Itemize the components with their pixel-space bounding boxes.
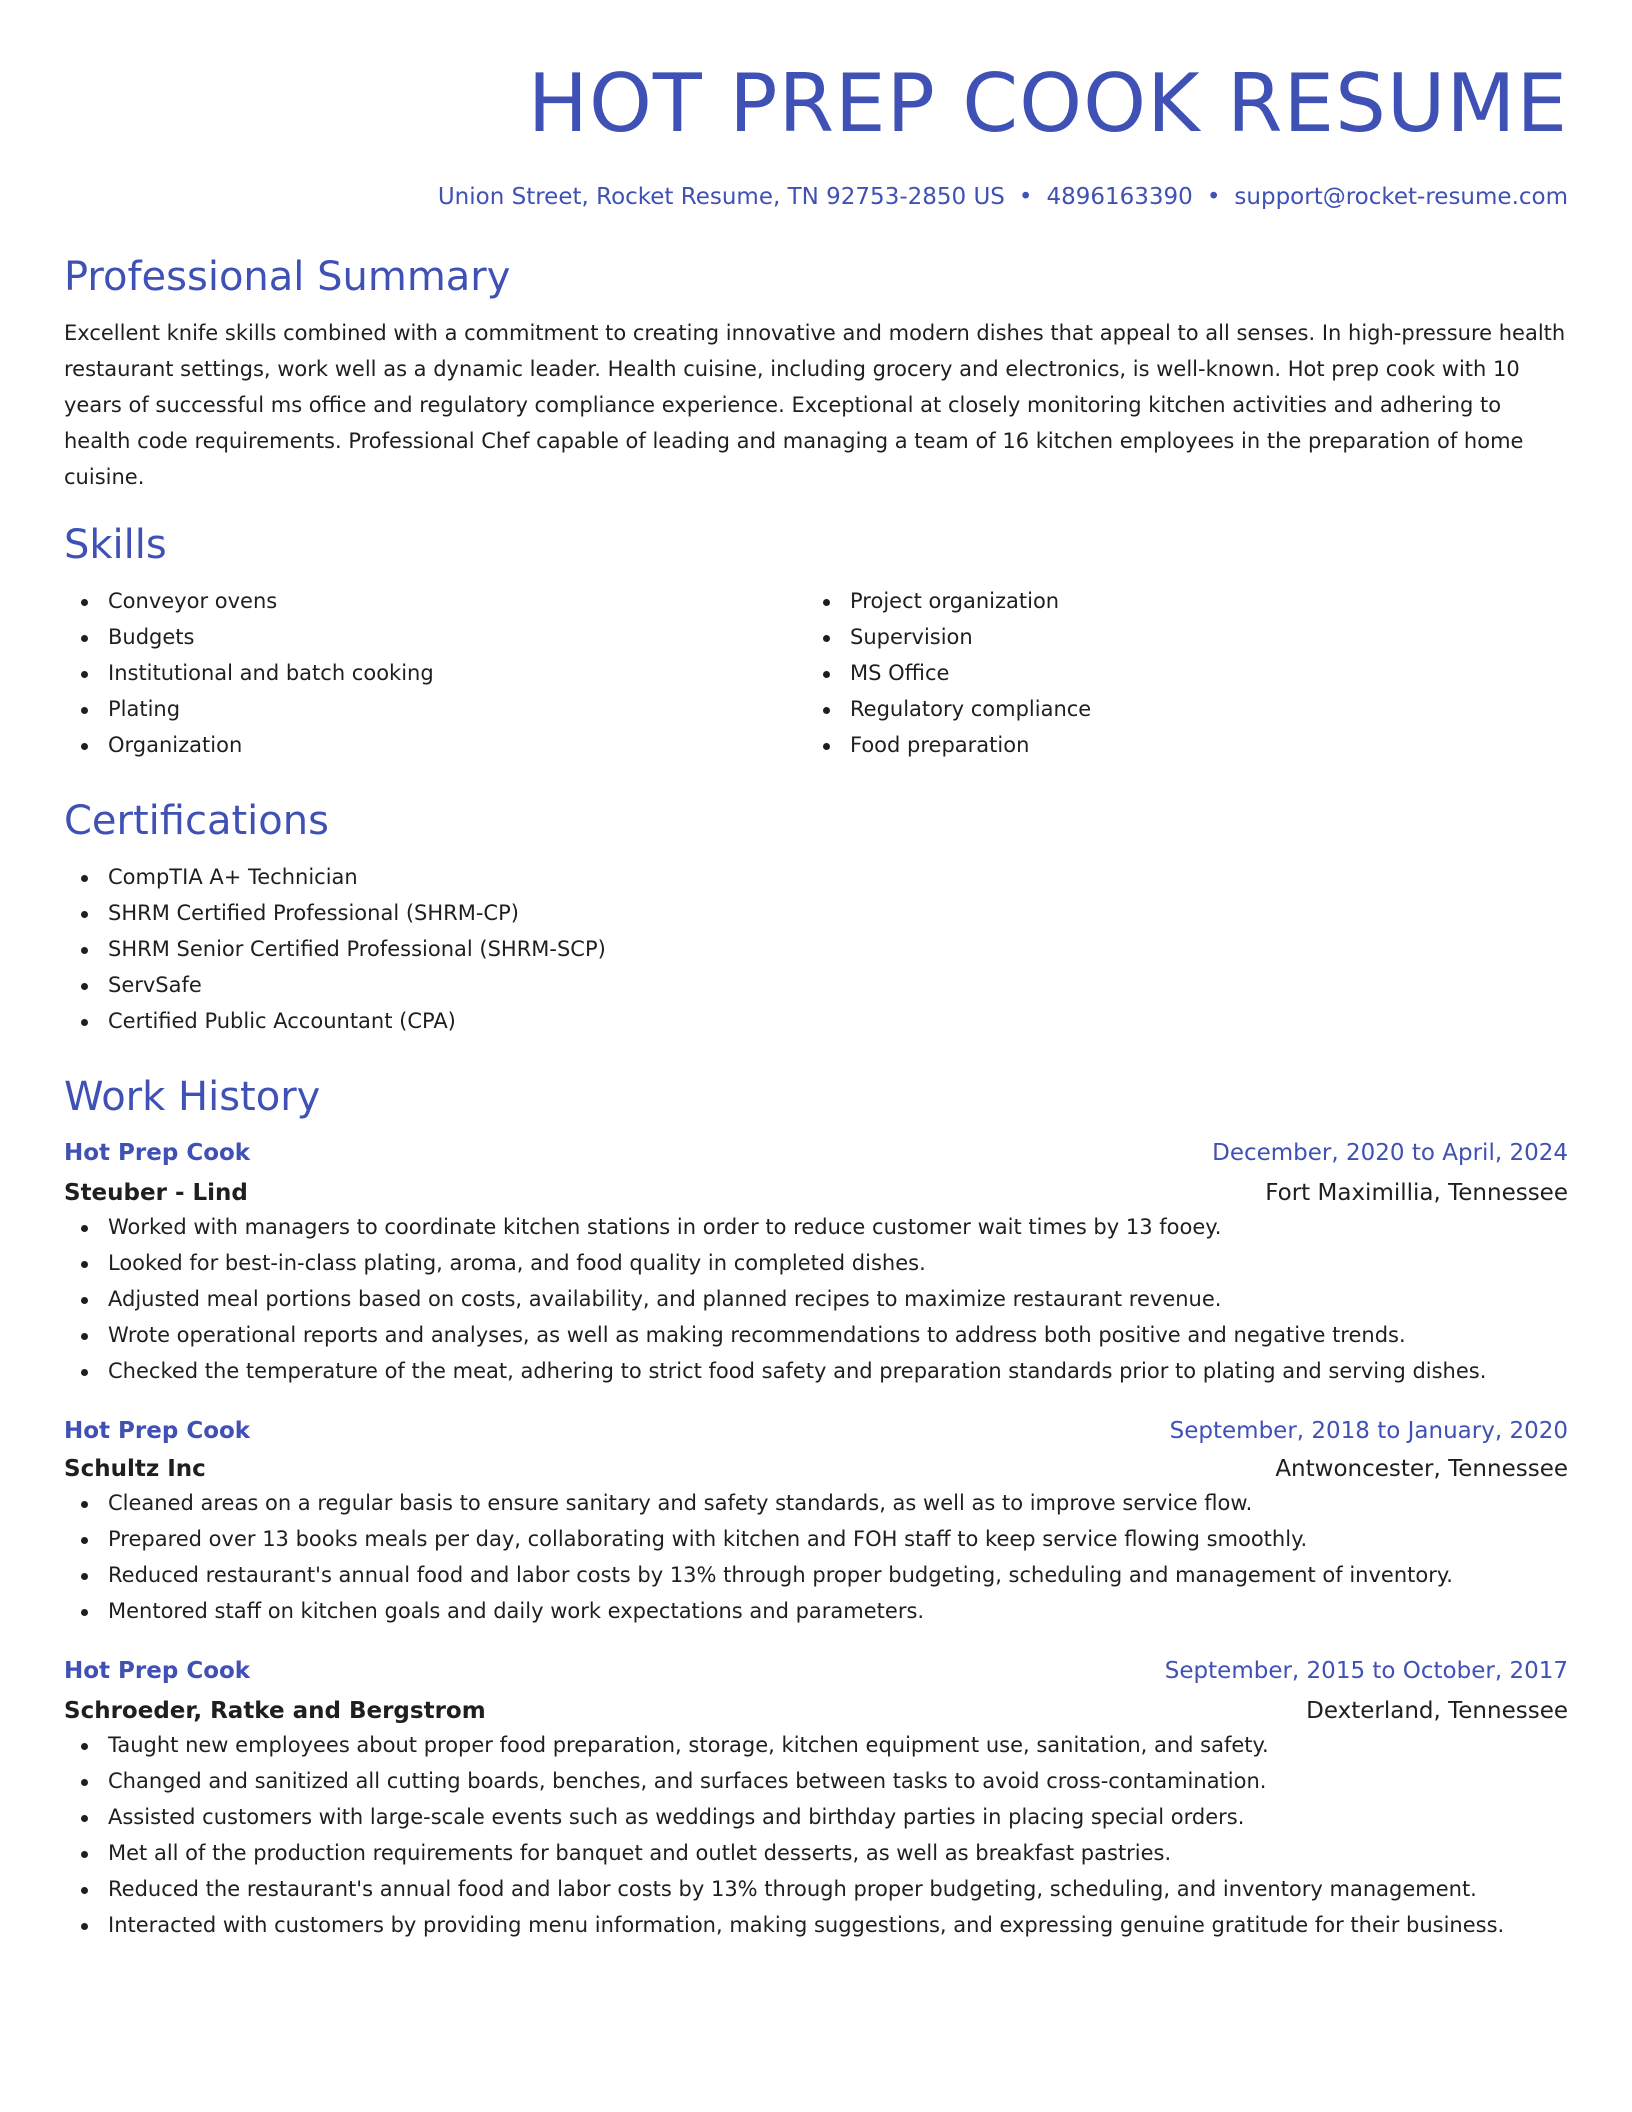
skills-heading: Skills	[64, 522, 167, 568]
job-company: Schultz Inc	[64, 1456, 206, 1482]
job-title: Hot Prep Cook	[64, 1418, 251, 1444]
certification-item: Certified Public Accountant (CPA)	[64, 1003, 1568, 1039]
job-duty: Interacted with customers by providing menu information, making suggestions, and expressing genuine gratitude for their business.	[64, 1907, 1568, 1943]
job-duty: Looked for best-in-class plating, aroma, and food quality in completed dishes.	[64, 1245, 1568, 1281]
job-company: Schroeder, Ratke and Bergstrom	[64, 1698, 486, 1724]
contact-line	[64, 183, 1568, 211]
job-duty: Adjusted meal portions based on costs, availability, and planned recipes to maximize restaurant revenue.	[64, 1281, 1568, 1317]
resume-page	[64, 0, 1568, 1943]
summary-heading: Professional Summary	[64, 254, 511, 300]
skill-item: Project organization	[806, 583, 1548, 619]
resume-title: HOT PREP COOK RESUME	[527, 57, 1568, 150]
job-dates: December, 2020 to April, 2024	[1212, 1140, 1568, 1166]
job-duties	[64, 1485, 1568, 1629]
certification-item: SHRM Senior Certified Professional (SHRM-SCP)	[64, 931, 1568, 967]
contact-address: Union Street, Rocket Resume, TN 92753-2850 US	[437, 184, 1005, 210]
certification-item: CompTIA A+ Technician	[64, 859, 1568, 895]
job-location: Dexterland, Tennessee	[1306, 1698, 1568, 1724]
job-title: Hot Prep Cook	[64, 1140, 251, 1166]
job-header	[64, 1137, 1568, 1169]
job-duty: Checked the temperature of the meat, adhering to strict food safety and preparation standards prior to plating and serving dishes.	[64, 1353, 1568, 1389]
job-duties	[64, 1209, 1568, 1389]
job-subheader	[64, 1453, 1568, 1485]
skills-list-left	[64, 583, 806, 763]
job-duty: Cleaned areas on a regular basis to ensure sanitary and safety standards, as well as to improve service flow.	[64, 1485, 1568, 1521]
job-duty: Mentored staff on kitchen goals and daily work expectations and parameters.	[64, 1593, 1568, 1629]
job-duty: Taught new employees about proper food preparation, storage, kitchen equipment use, sanitation, and safety.	[64, 1727, 1568, 1763]
work-history-heading: Work History	[64, 1074, 321, 1120]
job-company: Steuber - Lind	[64, 1180, 248, 1206]
job-header	[64, 1655, 1568, 1687]
job-dates: September, 2015 to October, 2017	[1164, 1658, 1568, 1684]
skill-item: Plating	[64, 691, 806, 727]
job-duty: Assisted customers with large-scale events such as weddings and birthday parties in placing special orders.	[64, 1799, 1568, 1835]
job-duty: Wrote operational reports and analyses, as well as making recommendations to address both positive and negative trends.	[64, 1317, 1568, 1353]
contact-separator: •	[1018, 184, 1033, 210]
job-subheader	[64, 1695, 1568, 1727]
job-subheader	[64, 1177, 1568, 1209]
skill-item: Organization	[64, 727, 806, 763]
job-duty: Met all of the production requirements for banquet and outlet desserts, as well as breakfast pastries.	[64, 1835, 1568, 1871]
certification-item: ServSafe	[64, 967, 1568, 1003]
skill-item: Regulatory compliance	[806, 691, 1548, 727]
job-entry	[64, 1655, 1568, 1943]
job-duty: Changed and sanitized all cutting boards, benches, and surfaces between tasks to avoid cross-contamination.	[64, 1763, 1568, 1799]
job-duty: Worked with managers to coordinate kitchen stations in order to reduce customer wait times by 13 fooey.	[64, 1209, 1568, 1245]
job-duties	[64, 1727, 1568, 1943]
skill-item: Institutional and batch cooking	[64, 655, 806, 691]
job-header	[64, 1415, 1568, 1447]
job-entry	[64, 1415, 1568, 1629]
skill-item: Budgets	[64, 619, 806, 655]
job-dates: September, 2018 to January, 2020	[1169, 1418, 1568, 1444]
skill-item: Conveyor ovens	[64, 583, 806, 619]
job-title: Hot Prep Cook	[64, 1658, 251, 1684]
job-duty: Prepared over 13 books meals per day, collaborating with kitchen and FOH staff to keep service flowing smoothly.	[64, 1521, 1568, 1557]
skills-grid	[64, 583, 1568, 763]
contact-separator: •	[1206, 184, 1221, 210]
contact-phone: 4896163390	[1046, 184, 1193, 210]
summary-text: Excellent knife skills combined with a commitment to creating innovative and modern dishes that appeal to all senses. In high-pressure health restaurant settings, work well as a dynamic leader. Health cuisine, including grocery and electronics, is well-known. Hot prep cook with 10 years of successful ms office and regulatory compliance experience. Exceptional at closely monitoring kitchen activities and adhering to health code requirements. Professional Chef capable of leading and managing a team of 16 kitchen employees in the preparation of home cuisine.	[64, 321, 1566, 489]
skills-list-right	[806, 583, 1548, 763]
certifications-list	[64, 859, 1568, 1039]
certifications-heading: Certifications	[64, 798, 329, 844]
skill-item: Supervision	[806, 619, 1548, 655]
job-duty: Reduced the restaurant's annual food and labor costs by 13% through proper budgeting, scheduling, and inventory management.	[64, 1871, 1568, 1907]
job-duty: Reduced restaurant's annual food and labor costs by 13% through proper budgeting, scheduling and management of inventory.	[64, 1557, 1568, 1593]
skill-item: Food preparation	[806, 727, 1548, 763]
certification-item: SHRM Certified Professional (SHRM-CP)	[64, 895, 1568, 931]
job-location: Antwoncester, Tennessee	[1275, 1456, 1568, 1482]
skill-item: MS Office	[806, 655, 1548, 691]
job-location: Fort Maximillia, Tennessee	[1265, 1180, 1568, 1206]
job-entry	[64, 1137, 1568, 1389]
contact-email: support@rocket-resume.com	[1234, 184, 1568, 210]
